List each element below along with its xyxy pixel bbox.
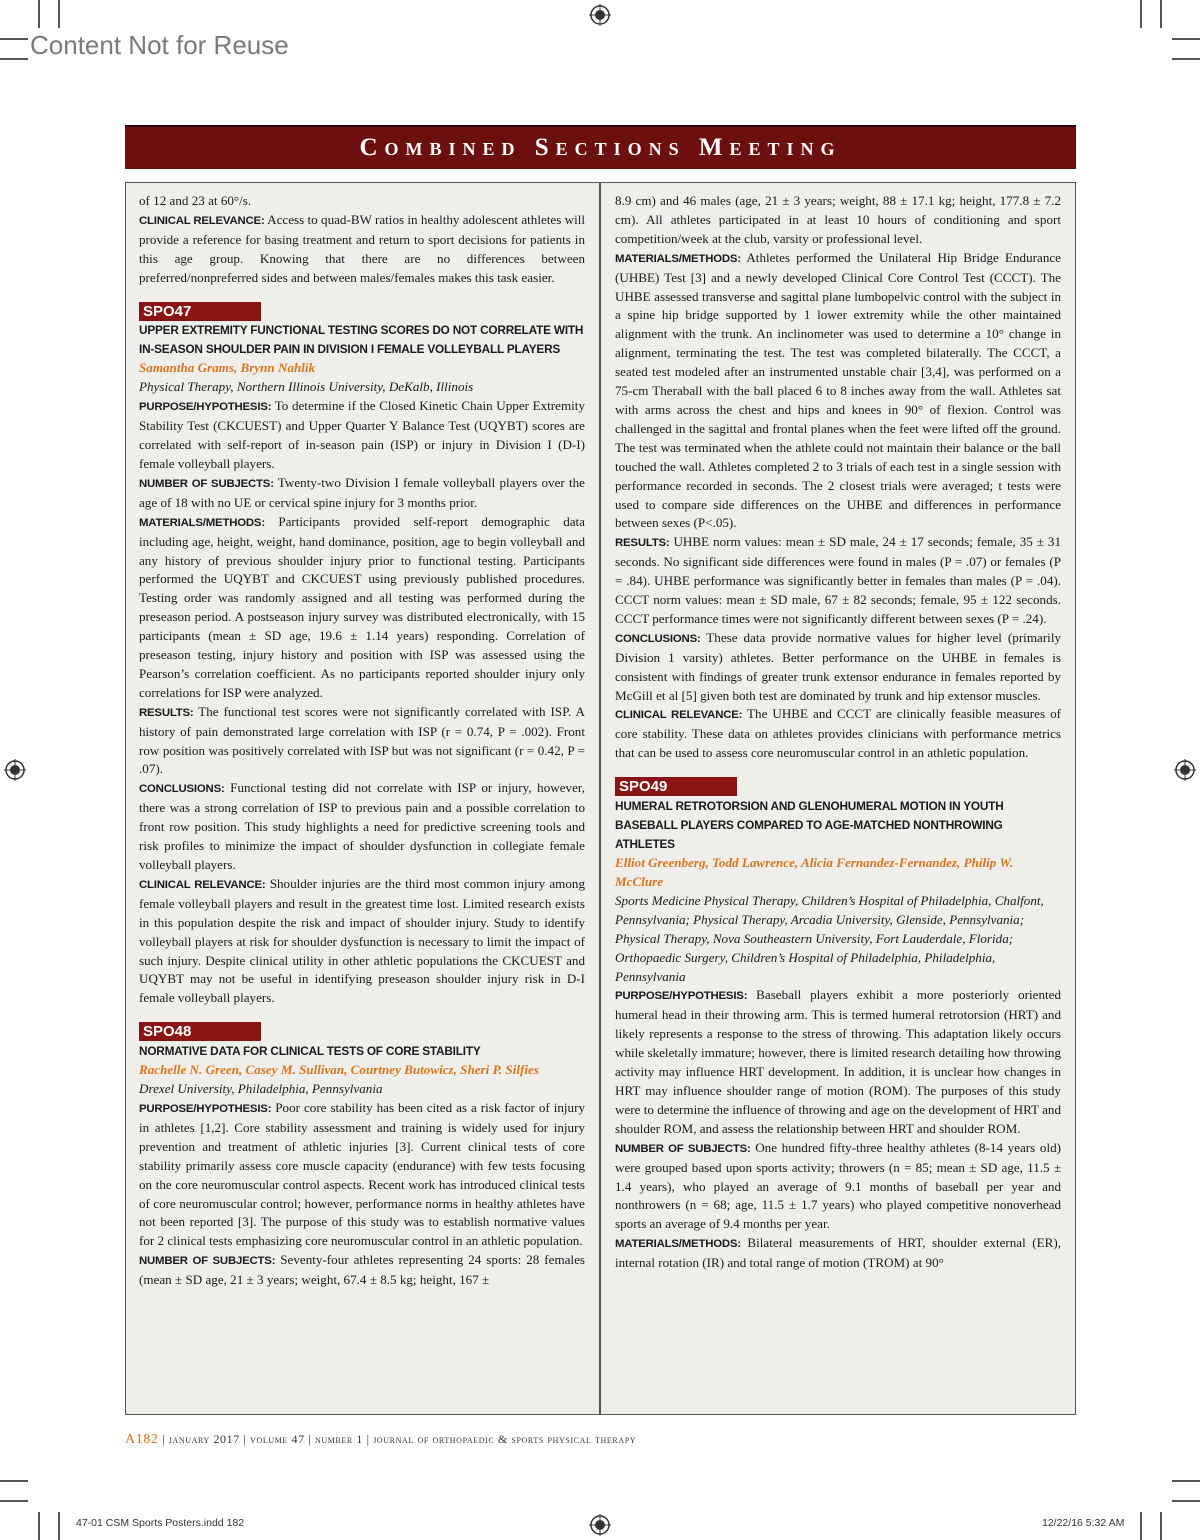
abstract-affiliation: Physical Therapy, Northern Illinois University, DeKalb, Illinois — [139, 379, 474, 395]
abstract-authors: Rachelle N. Green, Casey M. Sullivan, Courtney Butowicz, Sheri P. Silfies — [139, 1062, 539, 1078]
left-column — [139, 192, 585, 1290]
abstract-title: UPPER EXTREMITY FUNCTIONAL TESTING SCORES DO NOT CORRELATE WITH IN-SEASON SHOULDER PAIN IN DIVISION I FEMALE VOLLEYBALL PLAYERS — [139, 323, 584, 357]
subjects-paragraph: NUMBER OF SUBJECTS: One hundred fifty-three healthy athletes (8-14 years old) were grouped based upon sports activity; throwers (n = 85; mean ± SD age, 11.5 ± 1.4 years), who played an average of 9.1 months of baseball per year and nonthrowers (n = 68; age, 11.5 ± 1.7 years) who played competitive nonoverhead sports an average of 9.4 months per year. — [615, 1139, 1061, 1232]
abstract-affiliation: Sports Medicine Physical Therapy, Children’s Hospital of Philadelphia, Chalfont, Pennsylvania; Physical Therapy, Arcadia University, Glenside, Pennsylvania; Physical Therapy, Nova Southeastern University, Fort Lauderdale, Florida; Orthopaedic Surgery, Children’s Hospital of Philadelphia, Philadelphia, Pennsylvania — [615, 892, 1044, 984]
results-paragraph: RESULTS: UHBE norm values: mean ± SD male, 24 ± 17 seconds; female, 35 ± 31 seconds. No significant side differences were found in males (P = .07) or females (P = .84). UHBE performance was significantly better in females than males (P = .04). CCCT norm values: mean ± SD male, 67 ± 82 seconds; female, 95 ± 122 seconds. CCCT performance times were not significantly different between sexes (P = .24). — [615, 534, 1061, 626]
footer-separator: | — [366, 1432, 370, 1446]
journal-name: journal of orthopaedic & sports physical therapy — [373, 1432, 637, 1446]
abstract-title: NORMATIVE DATA FOR CLINICAL TESTS OF CORE STABILITY — [139, 1044, 481, 1059]
watermark: Content Not for Reuse — [30, 30, 289, 60]
abstract-code-badge: SPO48 — [139, 1022, 261, 1041]
abstract-affiliation: Drexel University, Philadelphia, Pennsylvania — [139, 1081, 383, 1097]
issue-date: january 2017 — [168, 1432, 240, 1446]
slug-datetime: 12/22/16 5:32 AM — [1042, 1517, 1125, 1529]
intro-clinical-relevance: CLINICAL RELEVANCE: Access to quad-BW ratios in healthy adolescent athletes will provide a reference for basing treatment and return to sport decisions for patients in this age group. Knowing that there are no differences between preferred/nonpreferred sides and between males/females makes this task easier. — [139, 211, 585, 285]
methods-paragraph: MATERIALS/METHODS: Athletes performed the Unilateral Hip Bridge Endurance (UHBE) Test [3] and a newly developed Clinical Core Control Test (CCCT). The UHBE assessed transverse and sagittal plane lumbopelvic control with the subject in a spine hip bridge supported by 1 lower extremity while the other maintained alignment with the trunk. An inclinometer was used to determine a 10° change in alignment, terminating the test. The test was completed bilaterally. The CCCT, a seated test modeled after an instrumented unstable chair [3,4], was performed on a 75-cm Theraball with the ball placed 6 to 8 inches away from the wall. Athletes sat with arms across the chest and hips and knees in 90° of flexion. Control was challenged in the sagittal and frontal planes when the feet were lifted off the ground. The test was terminated when the athlete could not maintain their balance or the ball touched the wall. Athletes completed 2 to 3 trials of each test in a single session with performance recorded in seconds. The 2 closest trials were averaged; t tests were used to compare side differences on the UHBE and differences in performance between sexes (P<.05). — [615, 249, 1061, 531]
abstract-authors: Elliot Greenberg, Todd Lawrence, Alicia Fernandez-Fernandez, Philip W. McClure — [615, 855, 1014, 889]
conclusions-paragraph: CONCLUSIONS: Functional testing did not correlate with ISP or injury, however, there was a strong correlation of ISP to previous pain and a possible correlation to front row position. This study highlights a need for predictive screening tools and risk profiles to minimize the impact of shoulder dysfunction in collegiate female volleyball players. — [139, 780, 585, 872]
methods-paragraph: MATERIALS/METHODS: Participants provided self-report demographic data including age, height, weight, hand dominance, position, age to begin volleyball and any history of previous shoulder injury prior to functional testing. Participants performed the UQYBT and CKCUEST using previously published procedures. Testing order was randomly assigned and all testing was performed during the preseason period. A postseason injury survey was distributed electronically, with 15 participants (mean ± SD age, 19.6 ± 1.14 years) responding. Correlation of preseason testing, injury history and position with ISP was assessed using the Pearson’s correlation coefficient. As no participants reported shoulder injury only correlations for ISP were analyzed. — [139, 513, 585, 700]
subjects-paragraph: NUMBER OF SUBJECTS: Seventy-four athletes representing 24 sports: 28 females (mean ± SD age, 21 ± 3 years; weight, 67.4 ± 8.5 kg; height, 167 ± — [139, 1252, 585, 1288]
results-paragraph: RESULTS: The functional test scores were not significantly correlated with ISP. A history of pain demonstrated large correlation with ISP (r = 0.74, P = .002). Front row position was positively correlated with ISP but was not significant (r = 0.42, P = .07). — [139, 703, 585, 777]
registration-mark-icon — [4, 759, 26, 781]
right-column — [615, 192, 1061, 1273]
footer-separator: | — [243, 1432, 247, 1446]
registration-mark-icon — [589, 4, 611, 26]
issue-number: number 1 — [314, 1432, 363, 1446]
purpose-paragraph: PURPOSE/HYPOTHESIS: To determine if the Closed Kinetic Chain Upper Extremity Stability Test (CKCUEST) and Upper Quarter Y Balance Test (UQYBT) scores are correlated with self-report of in-season pain (ISP) or injury in Division I (D-I) female volleyball players. — [139, 398, 585, 471]
abstract-title: HUMERAL RETROTORSION AND GLENOHUMERAL MOTION IN YOUTH BASEBALL PLAYERS COMPARED TO AGE-MATCHED NONTHROWING ATHLETES — [615, 799, 1004, 852]
section-banner: Combined Sections Meeting — [125, 125, 1076, 169]
page-footer — [125, 1432, 636, 1448]
abstract-authors: Samantha Grams, Brynn Nahlik — [139, 360, 316, 376]
purpose-paragraph: PURPOSE/HYPOTHESIS: Baseball players exhibit a more posteriorly oriented humeral head in their throwing arm. This is termed humeral retrotorsion (HRT) and likely represents a response to the stress of throwing. This adaptation likely occurs while skeletally immature; however, there is limited research detailing how throwing activity may influence HRT development. In addition, it is unclear how changes in HRT may influence shoulder range of motion (ROM). The purposes of this study were to determine the influence of throwing and age on the development of HRT and shoulder ROM, and assess the relationship between HRT and shoulder ROM. — [615, 987, 1061, 1136]
page-number: A182 — [125, 1432, 159, 1447]
abstract-code-badge: SPO49 — [615, 777, 737, 796]
slug-filename: 47-01 CSM Sports Posters.indd 182 — [76, 1517, 245, 1529]
methods-paragraph: MATERIALS/METHODS: Bilateral measurements of HRT, shoulder external (ER), internal rotation (IR) and total range of motion (TROM) at 90° — [615, 1235, 1061, 1271]
abstract-code-badge: SPO47 — [139, 302, 261, 321]
volume: volume 47 — [250, 1432, 305, 1446]
purpose-paragraph: PURPOSE/HYPOTHESIS: Poor core stability has been cited as a risk factor of injury in athletes [1,2]. Core stability assessment and training is widely used for injury prevention and treatment of athletic injuries [3]. Current clinical tests of core stability primarily assess core muscle capacity (endurance) with few tests focusing on the core neuromuscular control aspects. Recent work has introduced clinical tests of core neuromuscular control; however, performance norms in healthy athletes have not been reported [3]. The purpose of this study was to establish normative values for 2 clinical tests emphasizing core neuromuscular control in an athletic population. — [139, 1099, 585, 1249]
subjects-continued: 8.9 cm) and 46 males (age, 21 ± 3 years; weight, 88 ± 17.1 kg; height, 177.8 ± 7.2 cm). All athletes participated in at least 10 hours of conditioning and sport competition/week at the club, varsity or professional level. — [615, 193, 1061, 246]
registration-mark-icon — [1174, 759, 1196, 781]
clinical-relevance-paragraph: CLINICAL RELEVANCE: Shoulder injuries are the third most common injury among female volleyball players and result in the greatest time lost. Limited research exists in this population despite the risk and impact of shoulder injury. Study to identify volleyball players at risk for shoulder dysfunction is necessary to limit the impact of such injury. Despite clinical utility in other athletic populations the CKCUEST and UQYBT may not be useful in identifying preseason shoulder injury risk in D-I female volleyball players. — [139, 875, 585, 1006]
conclusions-paragraph: CONCLUSIONS: These data provide normative values for higher level (primarily Division 1 varsity) athletes. Better performance on the UHBE in females is consistent with findings of greater trunk extensor endurance in females reported by McGill et al [5] given both test are dominated by trunk and hip extensor muscles. — [615, 629, 1061, 703]
intro-text: of 12 and 23 at 60°/s. — [139, 193, 252, 208]
column-divider — [599, 182, 601, 1414]
footer-separator: | — [308, 1432, 312, 1446]
subjects-paragraph: NUMBER OF SUBJECTS: Twenty-two Division I female volleyball players over the age of 18 with no UE or cervical spine injury for 3 months prior. — [139, 474, 585, 510]
footer-separator: | — [162, 1432, 166, 1446]
clinical-relevance-paragraph: CLINICAL RELEVANCE: The UHBE and CCCT are clinically feasible measures of core stability. These data on athletes provides clinicians with performance metrics that can be used to assess core neuromuscular control in an athletic population. — [615, 706, 1061, 761]
registration-mark-icon — [589, 1514, 611, 1536]
